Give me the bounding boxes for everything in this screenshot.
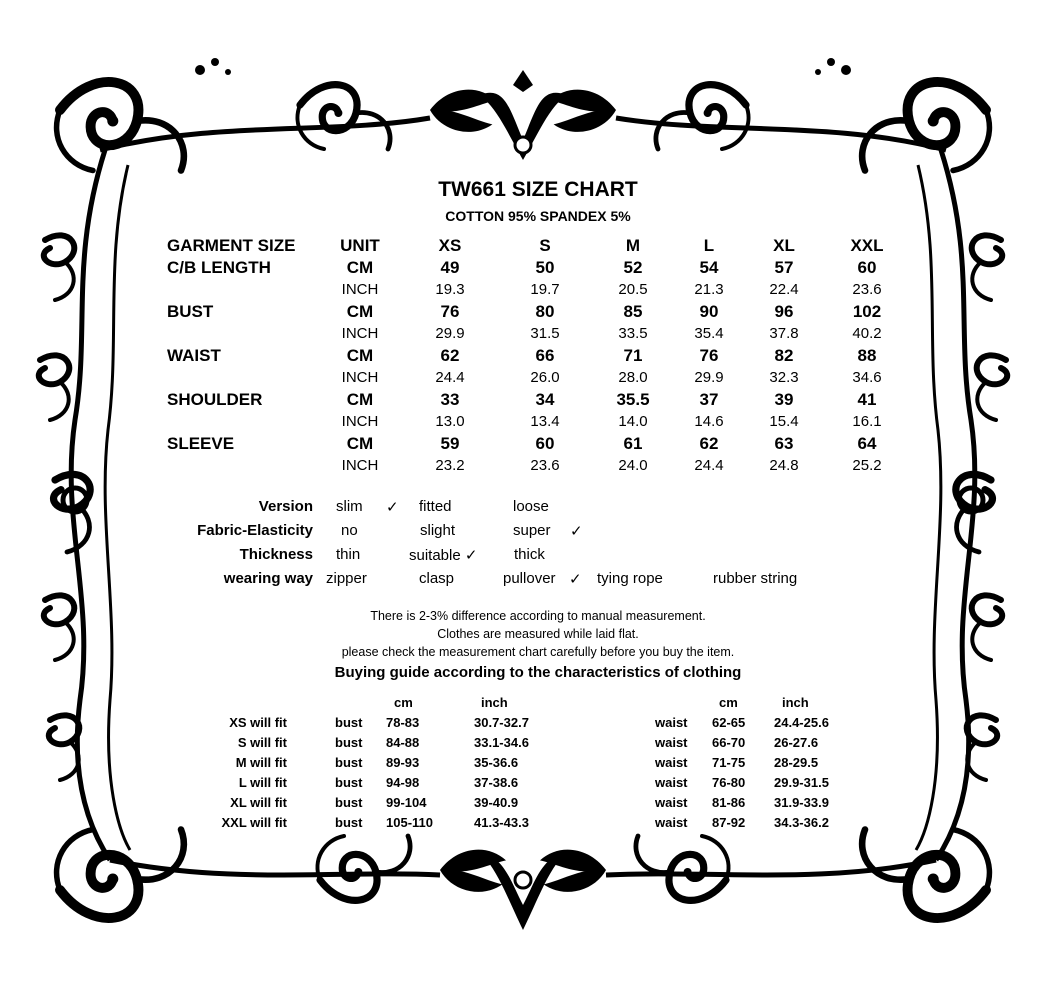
waist-cm-range: 66-70 (712, 735, 746, 750)
cm-value: 80 (535, 302, 555, 321)
bust-label: bust (335, 715, 363, 730)
thickness-option: suitable ✓ (409, 547, 478, 564)
unit-inch: INCH (341, 413, 379, 430)
inch-value: 24.4 (435, 369, 465, 386)
inch-value: 28.0 (618, 369, 648, 386)
cm-value: 50 (535, 258, 555, 277)
unit-inch: INCH (341, 457, 379, 474)
inch-value: 14.0 (618, 413, 648, 430)
inch-value: 34.6 (852, 369, 882, 386)
cm-value: 33 (440, 390, 460, 409)
inch-value: 16.1 (852, 413, 882, 430)
fit-label: XS will fit (229, 715, 287, 730)
waist-inch-range: 31.9-33.9 (774, 795, 829, 810)
cm-value: 34 (535, 390, 555, 409)
header-unit: UNIT (340, 236, 380, 255)
elasticity-option: super (513, 522, 551, 539)
cm-value: 39 (774, 390, 794, 409)
waist-inch-range: 28-29.5 (774, 755, 819, 770)
inch-value: 13.0 (435, 413, 465, 430)
waist-label: waist (655, 735, 688, 750)
inch-value: 32.3 (769, 369, 799, 386)
unit-inch: INCH (341, 369, 379, 386)
header-size-l: L (703, 236, 715, 255)
unit-cm: CM (346, 346, 374, 365)
inch-value: 40.2 (852, 325, 882, 342)
waist-cm-range: 87-92 (712, 815, 746, 830)
bust-cm-range: 94-98 (386, 775, 420, 790)
bust-cm-range: 84-88 (386, 735, 420, 750)
bust-inch-range: 33.1-34.6 (474, 735, 529, 750)
cm-value: 90 (699, 302, 719, 321)
cm-value: 41 (857, 390, 877, 409)
inch-value: 20.5 (618, 281, 648, 298)
bust-inch-range: 30.7-32.7 (474, 715, 529, 730)
right-ornament (916, 150, 1007, 860)
inch-value: 26.0 (530, 369, 560, 386)
inch-value: 22.4 (769, 281, 799, 298)
cm-value: 82 (774, 346, 794, 365)
measurement-label: WAIST (167, 346, 221, 365)
fit-label: S will fit (237, 735, 287, 750)
cm-value: 62 (440, 346, 460, 365)
cm-value: 63 (774, 434, 794, 453)
inch-value: 24.8 (769, 457, 799, 474)
elasticity-option: no (341, 522, 358, 539)
bust-inch-range: 39-40.9 (474, 795, 519, 810)
waist-cm-range: 62-65 (712, 715, 746, 730)
inch-value: 24.4 (694, 457, 724, 474)
unit-cm: CM (346, 390, 374, 409)
inch-value: 23.6 (852, 281, 882, 298)
waist-cm-range: 71-75 (712, 755, 746, 770)
bust-inch-range: 41.3-43.3 (474, 815, 529, 830)
inch-value: 29.9 (694, 369, 724, 386)
check-mark: ✓ (386, 499, 399, 516)
cm-value: 37 (699, 390, 719, 409)
header-size-xl: XL (773, 236, 795, 255)
wearing-option: pullover (503, 570, 556, 587)
waist-inch-range: 34.3-36.2 (774, 815, 829, 830)
buying-guide-title: Buying guide according to the characteristics of clothing (334, 664, 742, 681)
waist-inch-range: 24.4-25.6 (774, 715, 829, 730)
cm-value: 62 (699, 434, 719, 453)
thickness-label: Thickness (239, 546, 313, 563)
unit-inch: INCH (341, 325, 379, 342)
bust-inch-range: 37-38.6 (474, 775, 519, 790)
waist-label: waist (655, 795, 688, 810)
bust-inch-header: inch (481, 695, 508, 710)
inch-value: 15.4 (769, 413, 799, 430)
page-title: TW661 SIZE CHART (438, 178, 638, 201)
cm-value: 71 (623, 346, 643, 365)
top-ornament (100, 70, 946, 160)
unit-cm: CM (346, 302, 374, 321)
waist-inch-header: inch (782, 695, 809, 710)
bust-label: bust (335, 775, 363, 790)
wearing-option: clasp (419, 570, 455, 587)
measurement-label: BUST (167, 302, 214, 321)
wearing-way-label: wearing way (223, 570, 313, 587)
cm-value: 54 (699, 258, 719, 277)
cm-value: 59 (440, 434, 460, 453)
inch-value: 14.6 (694, 413, 724, 430)
bottom-ornament (110, 836, 936, 930)
check-mark: ✓ (570, 523, 583, 540)
inch-value: 21.3 (694, 281, 724, 298)
cm-value: 76 (699, 346, 719, 365)
unit-inch: INCH (341, 281, 379, 298)
unit-cm: CM (346, 258, 374, 277)
bust-label: bust (335, 815, 363, 830)
measurement-label: SLEEVE (167, 434, 235, 453)
bust-label: bust (335, 735, 363, 750)
header-size-xxl: XXL (850, 236, 884, 255)
cm-value: 88 (857, 346, 877, 365)
wearing-option: rubber string (713, 570, 798, 587)
waist-inch-range: 29.9-31.5 (774, 775, 829, 790)
bust-label: bust (335, 795, 363, 810)
thickness-option: thick (514, 546, 545, 563)
bust-cm-range: 78-83 (386, 715, 420, 730)
inch-value: 33.5 (618, 325, 648, 342)
waist-cm-range: 81-86 (712, 795, 746, 810)
inch-value: 37.8 (769, 325, 799, 342)
version-option: fitted (419, 498, 452, 515)
inch-value: 29.9 (435, 325, 465, 342)
bust-label: bust (335, 755, 363, 770)
waist-label: waist (655, 755, 688, 770)
bust-inch-range: 35-36.6 (474, 755, 519, 770)
waist-inch-range: 26-27.6 (774, 735, 819, 750)
cm-value: 96 (774, 302, 794, 321)
measurement-note: There is 2-3% difference according to manual measurement. (370, 609, 706, 623)
waist-label: waist (655, 775, 688, 790)
measurement-label: SHOULDER (167, 390, 263, 409)
cm-value: 85 (623, 302, 643, 321)
fit-label: XL will fit (230, 795, 287, 810)
fit-label: L will fit (238, 775, 287, 790)
inch-value: 23.2 (435, 457, 465, 474)
fit-label: M will fit (235, 755, 287, 770)
measurement-note: please check the measurement chart carefully before you buy the item. (341, 645, 735, 659)
unit-cm: CM (346, 434, 374, 453)
header-size-m: M (625, 236, 641, 255)
waist-label: waist (655, 815, 688, 830)
inch-value: 24.0 (618, 457, 648, 474)
wearing-option: zipper (326, 570, 367, 587)
bust-cm-header: cm (394, 695, 413, 710)
cm-value: 66 (535, 346, 555, 365)
fit-label: XXL will fit (221, 815, 287, 830)
inch-value: 19.7 (530, 281, 560, 298)
waist-cm-header: cm (719, 695, 738, 710)
waist-cm-range: 76-80 (712, 775, 746, 790)
cm-value: 49 (440, 258, 460, 277)
inch-value: 35.4 (694, 325, 724, 342)
measurement-note: Clothes are measured while laid flat. (437, 627, 639, 641)
elasticity-option: slight (420, 522, 456, 539)
inch-value: 13.4 (530, 413, 560, 430)
header-size-s: S (539, 236, 551, 255)
inch-value: 25.2 (852, 457, 882, 474)
waist-label: waist (655, 715, 688, 730)
wearing-option: tying rope (597, 570, 663, 587)
thickness-option: thin (336, 546, 361, 563)
cm-value: 35.5 (616, 390, 650, 409)
cm-value: 102 (852, 302, 882, 321)
inch-value: 31.5 (530, 325, 560, 342)
measurement-label: C/B LENGTH (167, 258, 271, 277)
inch-value: 19.3 (435, 281, 465, 298)
fabric-composition: COTTON 95% SPANDEX 5% (445, 208, 631, 224)
cm-value: 64 (857, 434, 877, 453)
cm-value: 52 (623, 258, 643, 277)
cm-value: 76 (440, 302, 460, 321)
bust-cm-range: 99-104 (386, 795, 427, 810)
version-option: slim (336, 498, 363, 515)
version-label: Version (258, 498, 313, 515)
check-mark: ✓ (569, 571, 582, 588)
cm-value: 60 (535, 434, 555, 453)
header-garment-size: GARMENT SIZE (167, 236, 296, 255)
inch-value: 23.6 (530, 457, 560, 474)
cm-value: 57 (774, 258, 794, 277)
cm-value: 61 (623, 434, 643, 453)
left-ornament (39, 150, 130, 860)
bust-cm-range: 89-93 (386, 755, 420, 770)
version-option: loose (513, 498, 549, 515)
header-size-xs: XS (438, 236, 462, 255)
elasticity-label: Fabric-Elasticity (197, 522, 313, 539)
cm-value: 60 (857, 258, 877, 277)
bust-cm-range: 105-110 (386, 815, 433, 830)
